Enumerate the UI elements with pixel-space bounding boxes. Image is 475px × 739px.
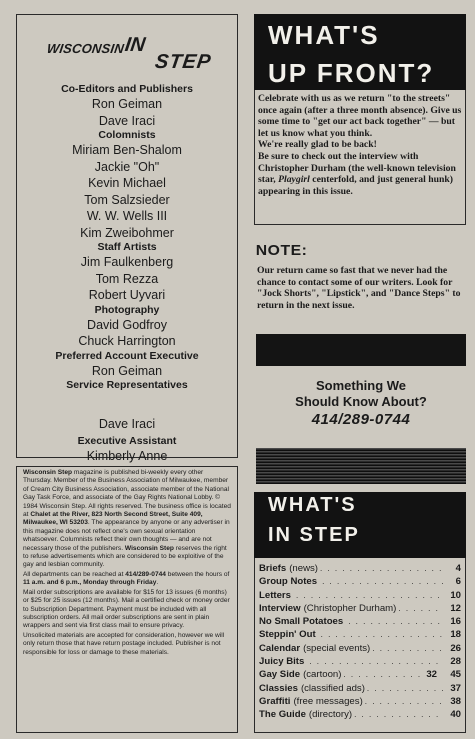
staff-name: David Godfroy	[87, 317, 167, 332]
toc-entry[interactable]: Steppin' Out . . . 18	[259, 628, 461, 641]
staff-heading: Colomnists	[98, 129, 156, 141]
staff-name: Jackie "Oh"	[94, 159, 160, 174]
staff-name: W. W. Wells III	[86, 209, 168, 223]
wisconsin-in-step-logo	[47, 31, 227, 77]
masthead-box	[16, 14, 238, 463]
logo-word-in: IN	[123, 34, 147, 56]
toc-entry[interactable]: Classies (classified ads) . . . 37	[259, 682, 461, 695]
something-we-should-know-heading: Something We Should Know About?	[295, 378, 427, 409]
note-body: Our return came so fast that we never had the chance to contact some of our writers. Look for "Jock Shorts", "Lipstick", and "Dance Steps" to return in the next issue.	[257, 265, 461, 312]
unsolicited-materials-paragraph: Unsolicited materials are accepted for consideration, however we will only return those that have return postage included. Publisher is not responsible for loss or damage to these materials.	[23, 631, 225, 656]
staff-name: Jim Faulkenberg	[80, 255, 174, 269]
black-rule-bar	[256, 334, 466, 366]
banner-title-line2: IN STEP	[268, 524, 360, 546]
note-heading: NOTE:	[255, 242, 308, 259]
publication-info-paragraph: Wisconsin Step magazine is published bi-weekly every other Thursday. Member of the Business Association of Milwaukee, member of Cream City Business Association, associate member of the National Gay Task Force, and associate of the Gay Rights National Lobby. © 1984 Wisconsin Step. All rights reserved. The business office is located at Chalet at the River, 823 North Second Street, Suite 409, Milwaukee, WI 53203. The appearance by anyone or any advertiser in this magazine does not reflect one's own sexual orientation whatsoever. Columnists reflect their own thoughts — and are not necessary those of the publishers. Wisconsin Step reserves the right to refuse advertisements which are considered to be exploitive of the gay and lesbian community.	[23, 469, 231, 569]
staff-name: Tom Salzsieder	[84, 192, 170, 207]
logo-word-step: STEP	[153, 51, 213, 73]
striped-rule-bar	[256, 448, 466, 484]
staff-name: Robert Uyvari	[88, 288, 166, 302]
contact-hours-paragraph: All departments can be reached at 414/289-0744 between the hours of 11 a.m. and 6 p.m., Monday through Friday.	[23, 570, 230, 587]
tips-phone-number: 414/289-0744	[311, 411, 411, 428]
banner-title-line1: WHAT'S	[268, 494, 357, 516]
toc-entry[interactable]: No Small Potatoes . . . 16	[259, 615, 461, 628]
toc-entry[interactable]: Letters . . . 10	[259, 589, 461, 602]
toc-entry[interactable]: Graffiti (free messages) . . . 38	[259, 695, 461, 708]
banner-title-line1: WHAT'S	[268, 20, 380, 50]
staff-heading: Photography	[94, 303, 160, 316]
staff-heading: Co-Editors and Publishers	[61, 83, 193, 95]
toc-entry[interactable]: Gay Side (cartoon) . . . 32 45	[259, 668, 461, 681]
staff-name: Kevin Michael	[88, 176, 166, 190]
staff-heading: Staff Artists	[97, 241, 157, 253]
whats-up-front-banner	[254, 14, 466, 90]
staff-heading: Executive Assistant	[77, 434, 177, 447]
publication-info-box	[16, 466, 238, 733]
staff-name: Ron Geiman	[91, 97, 163, 111]
table-of-contents	[254, 558, 466, 733]
staff-heading: Preferred Account Executive	[55, 349, 199, 362]
toc-entry[interactable]: Briefs (news) . . . 4	[259, 562, 461, 575]
subscription-paragraph: Mail order subscriptions are available for $15 for 13 issues (6 months) or $25 for 25 issues (12 months). Mail a certified check or money order to Subscription Department. Payment must be included with all subscription orders. All mail order subscriptions are sent in plain wrappers and sent via first class mail to ensure privacy.	[23, 588, 230, 630]
staff-heading: Service Representatives	[66, 379, 188, 391]
toc-entry[interactable]: Interview (Christopher Durham) . . . 12	[259, 602, 461, 615]
toc-entry[interactable]: Juicy Bits . . . 28	[259, 655, 461, 668]
up-front-text-box	[254, 90, 466, 225]
staff-name: Tom Rezza	[95, 271, 159, 286]
up-front-paragraph: We're really glad to be back!	[258, 139, 377, 151]
banner-title-line2: UP FRONT?	[268, 58, 435, 88]
up-front-paragraph: Celebrate with us as we return "to the streets" once again (after a three month absence). Give us some time to "get our act back together" — but let us know what you think.	[258, 93, 462, 139]
staff-name: Dave Iraci	[98, 417, 156, 431]
toc-entry[interactable]: Group Notes . . . 6	[259, 575, 461, 588]
staff-name: Ron Geiman	[91, 363, 163, 378]
staff-name: Kimberly Anne	[86, 448, 168, 463]
staff-name: Kim Zweibohmer	[80, 225, 174, 240]
whats-in-step-banner	[254, 492, 466, 558]
toc-entry[interactable]: The Guide (directory) . . . 40	[259, 708, 461, 721]
staff-list	[17, 83, 237, 464]
staff-name: Dave Iraci	[98, 113, 156, 128]
logo-word-wisconsin: WISCONSIN	[45, 41, 125, 56]
toc-entry[interactable]: Calendar (special events) . . . 26	[259, 642, 461, 655]
staff-name: Chuck Harrington	[78, 334, 176, 348]
staff-name: Miriam Ben-Shalom	[72, 143, 182, 157]
up-front-paragraph: Be sure to check out the interview with Christopher Durham (the well-known television star, Playgirl centerfold, and just general hunk) appearing in this issue.	[258, 150, 456, 197]
